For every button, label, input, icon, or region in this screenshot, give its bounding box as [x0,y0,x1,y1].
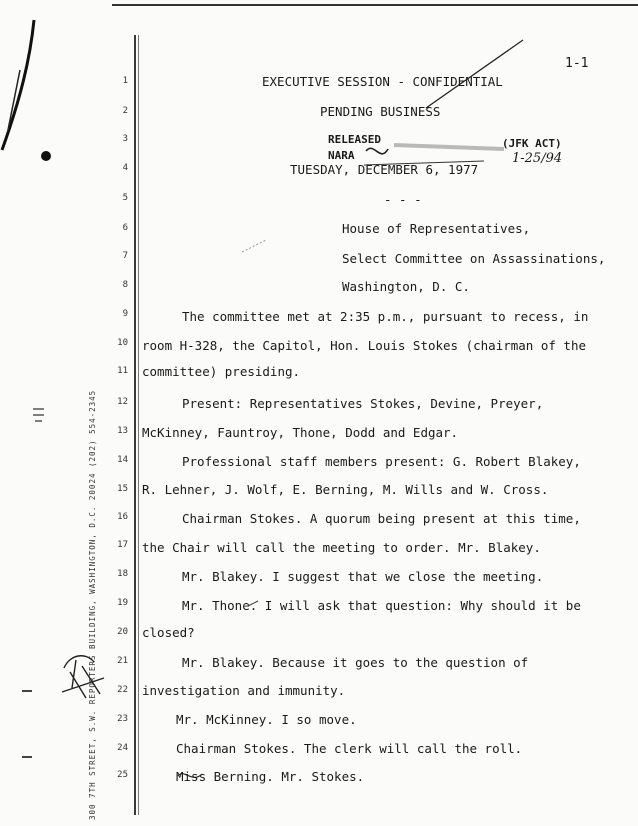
stray-mark [240,236,270,256]
correction-mark [174,766,206,786]
location-house: House of Representatives, [342,221,531,236]
line-number: 10 [117,338,128,348]
stamp-nara: NARA [328,149,355,162]
line-number: 16 [117,512,128,522]
transcript-line: Miss Berning. Mr. Stokes. [176,769,365,784]
transcript-line: Chairman Stokes. The clerk will call the roll. [176,741,523,756]
top-border-line [112,4,638,6]
line-number: 20 [117,627,128,637]
line-number: 15 [117,484,128,494]
line-number: 9 [122,309,128,319]
line-number: 19 [117,598,128,608]
transcript-line: Chairman Stokes. A quorum being present at this time, [182,511,581,526]
meeting-date: TUESDAY, DECEMBER 6, 1977 [290,162,479,177]
page-number: 1-1 [565,56,589,71]
line-number: 12 [117,397,128,407]
location-committee: Select Committee on Assassinations, [342,251,606,266]
transcript-line: closed? [142,625,195,640]
margin-rule-inner [138,35,139,815]
line-number: 25 [117,770,128,780]
scan-edge-artifact [0,0,70,200]
line-number: 14 [117,455,128,465]
stamp-jfk-act: (JFK ACT) [502,137,562,150]
transcript-line: Mr. Blakey. Because it goes to the question of [182,655,529,670]
line-number: 3 [122,134,128,144]
line-number: 11 [117,366,128,376]
transcript-line: Mr. McKinney. I so move. [176,712,357,727]
line-number: 7 [122,251,128,261]
line-number: 22 [117,685,128,695]
margin-dash [22,756,32,758]
transcript-line: Mr. Blakey. I suggest that we close the meeting. [182,569,544,584]
line-number: 6 [122,223,128,233]
transcript-line: investigation and immunity. [142,683,346,698]
line-number: 17 [117,540,128,550]
line-number: 8 [122,280,128,290]
line-number: 2 [122,106,128,116]
margin-rule [134,35,136,815]
margin-doodle [56,648,110,704]
transcript-line: Present: Representatives Stokes, Devine, Preyer, [182,396,544,411]
transcript-line: Mr. Thone. I will ask that question: Why should it be [182,598,581,613]
pending-business-heading: PENDING BUSINESS [320,104,441,119]
line-number: 1 [122,76,128,86]
location-city: Washington, D. C. [342,279,470,294]
transcript-line: the Chair will call the meeting to order. Mr. Blakey. [142,540,541,555]
line-number: 23 [117,714,128,724]
line-number: 18 [117,569,128,579]
line-number: 24 [117,743,128,753]
margin-dash [22,690,32,692]
stamp-handwritten-date: 1-25/94 [512,151,563,166]
stray-mark [246,598,262,610]
transcript-line: R. Lehner, J. Wolf, E. Berning, M. Wills and W. Cross. [142,482,549,497]
line-number: 5 [122,193,128,203]
transcript-line: McKinney, Fauntroy, Thone, Dodd and Edgar. [142,425,459,440]
line-number: 4 [122,163,128,173]
transcript-line: committee) presiding. [142,364,301,379]
transcript-line: room H-328, the Capitol, Hon. Louis Stokes (chairman of the [142,338,587,353]
reporter-address-vertical: 300 7TH STREET, S.W. REPORTERS BUILDING, WASHINGTON, D.C. 20024 (202) 554-2345 [88,389,97,820]
separator: - - - [384,192,422,207]
stamp-released: RELEASED [328,133,381,146]
line-number: 21 [117,656,128,666]
line-number: 13 [117,426,128,436]
transcript-line: Professional staff members present: G. Robert Blakey, [182,454,581,469]
transcript-line: The committee met at 2:35 p.m., pursuant to recess, in [182,309,589,324]
session-heading: EXECUTIVE SESSION - CONFIDENTIAL [262,74,503,89]
margin-mark [30,405,48,427]
